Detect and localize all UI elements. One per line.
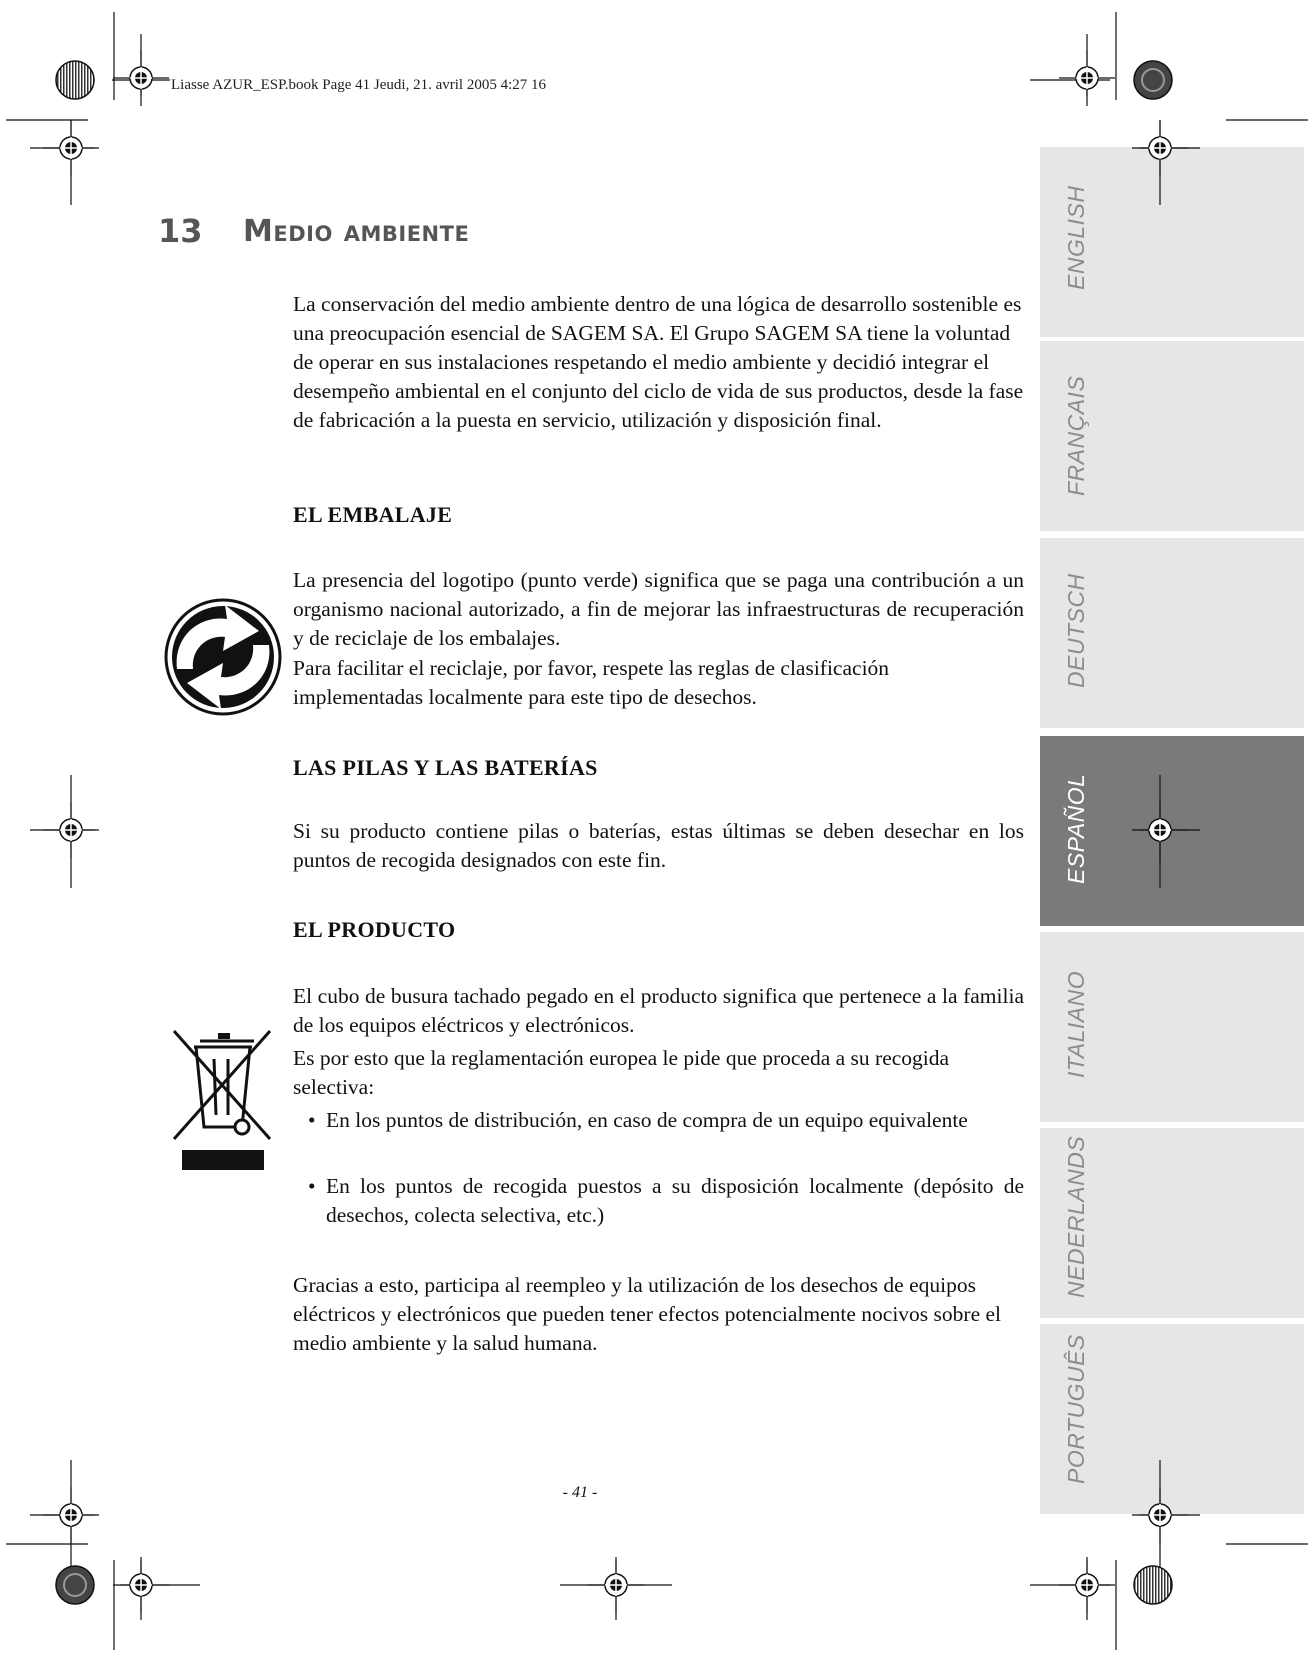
producto-paragraph-1: El cubo de busura tachado pegado en el producto significa que pertenece a la familia de los equipos eléctricos y electrónicos.: [293, 984, 1024, 1037]
green-dot-recycling-icon: [163, 597, 283, 717]
tab-label: PORTUGUÊS: [1063, 1334, 1089, 1484]
producto-paragraph-2: Es por esto que la reglamentación europea le pide que proceda a su recogida selectiva:: [293, 1046, 950, 1099]
list-item: [308, 1172, 1024, 1230]
bullet-glyph: •: [308, 1174, 316, 1198]
chapter-title: Medio ambiente: [243, 214, 470, 249]
bullet-glyph: •: [308, 1108, 316, 1132]
section-heading-pilas: LAS PILAS Y LAS BATERÍAS: [293, 755, 598, 780]
tab-label: ESPAÑOL: [1063, 773, 1089, 884]
embalaje-paragraph-2: Para facilitar el reciclaje, por favor, respete las reglas de clasificación implementadas localmente para este tipo de desechos.: [293, 656, 890, 709]
print-slug: Liasse AZUR_ESP.book Page 41 Jeudi, 21. avril 2005 4:27 16: [171, 77, 546, 93]
tab-label: DEUTSCH: [1063, 573, 1089, 688]
tab-label: ITALIANO: [1063, 970, 1089, 1078]
section-heading-producto: EL PRODUCTO: [293, 917, 456, 942]
page-number: - 41 -: [562, 1484, 598, 1501]
list-item: [308, 1106, 1024, 1135]
embalaje-paragraph-1: La presencia del logotipo (punto verde) significa que se paga una contribución a un organismo nacional autorizado, a fin de mejorar las infraestructuras de recuperación y de reciclaje de los embalajes.: [293, 568, 1024, 650]
tab-label: ENGLISH: [1063, 185, 1089, 290]
bullet-text: En los puntos de distribución, en caso de compra de un equipo equivalente: [326, 1108, 968, 1132]
chapter-number: 13: [158, 212, 203, 250]
bullet-text: En los puntos de recogida puestos a su disposición localmente (depósito de desechos, colecta selectiva, etc.): [326, 1174, 1024, 1227]
producto-paragraph-3: Gracias a esto, participa al reempleo y la utilización de los desechos de equipos eléctricos y electrónicos que pueden tener efectos potencialmente nocivos sobre el medio ambiente y la salud humana.: [293, 1273, 1002, 1355]
section-heading-embalaje: EL EMBALAJE: [293, 502, 453, 527]
crossed-out-wheelie-bin-icon: [170, 1027, 275, 1142]
black-bar-marking: [182, 1150, 264, 1170]
tab-label: FRANÇAIS: [1063, 375, 1089, 496]
pilas-paragraph: Si su producto contiene pilas o baterías, estas últimas se deben desechar en los puntos de recogida designados con este fin.: [293, 819, 1024, 872]
intro-paragraph: La conservación del medio ambiente dentro de una lógica de desarrollo sostenible es una preocupación esencial de SAGEM SA. El Grupo SAGEM SA tiene la voluntad de operar en sus instalaciones respetando el medio ambiente y decidió integrar el desempeño ambiental en el conjunto del ciclo de vida de sus productos, desde la fase de fabricación a la puesta en servicio, utilización y disposición final.: [293, 292, 1024, 432]
tab-label: NEDERLANDS: [1063, 1135, 1089, 1298]
